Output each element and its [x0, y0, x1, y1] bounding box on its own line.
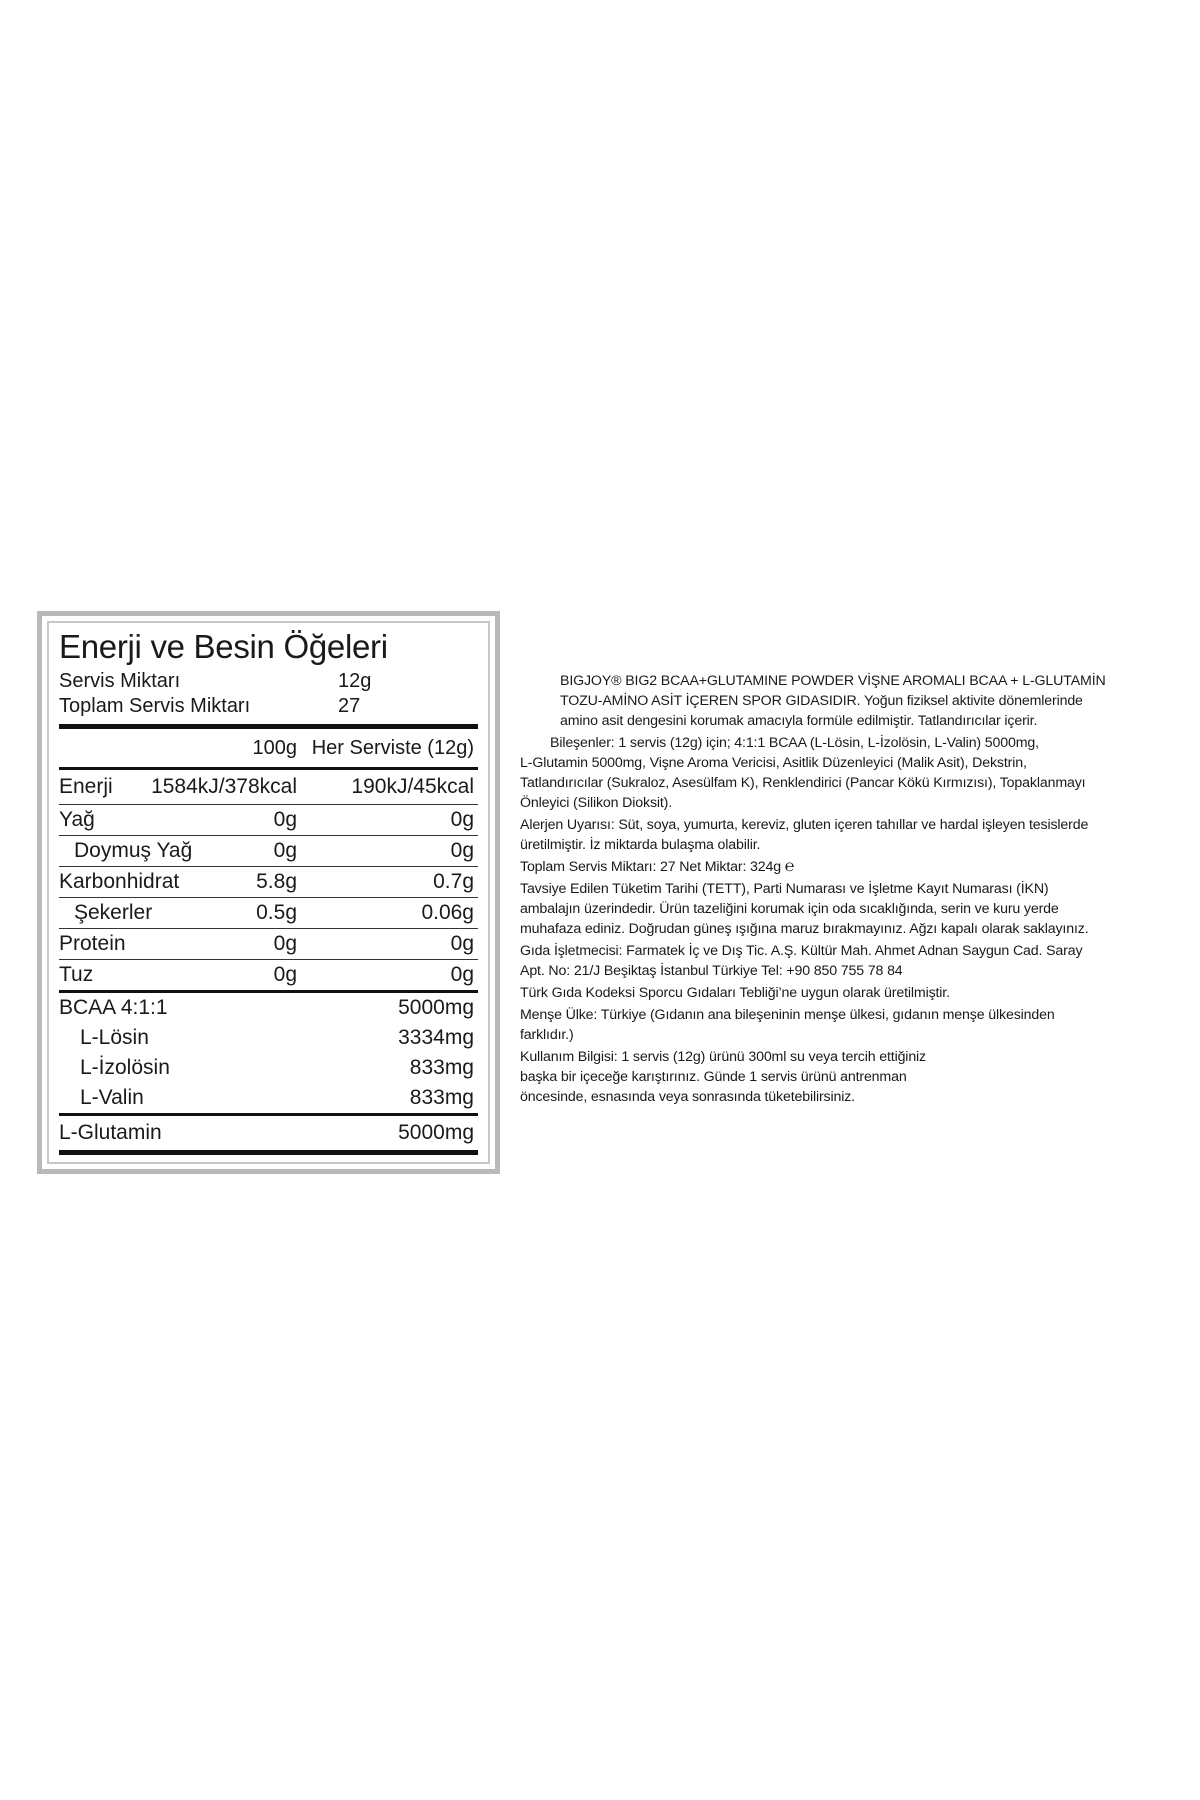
intro-line: amino asit dengesini korumak amacıyla formüle edilmiştir. Tatlandırıcılar içerir. [560, 713, 1038, 729]
nutrient-label: Yağ [59, 808, 95, 831]
ingredients-line: L-Glutamin 5000mg, Vişne Aroma Vericisi, Asitlik Düzenleyici (Malik Asit), Dekstrin, [520, 755, 1027, 771]
operator-line: Apt. No: 21/J Beşiktaş İstanbul Türkiye Tel: +90 850 755 78 84 [520, 963, 903, 979]
origin-line: farklıdır.) [520, 1027, 574, 1043]
total-servings-value: 27 [338, 695, 361, 717]
nutrient-per-100g: 5.8g [256, 870, 297, 893]
ingredients-line: Tatlandırıcılar (Sukraloz, Asesülfam K), Renklendirici (Pancar Kökü Kırmızısı), Topaklanmayı [520, 775, 1086, 791]
nutrient-per-100g: 0g [273, 963, 297, 986]
header-per-100g: 100g [252, 737, 297, 759]
product-description [520, 671, 1160, 1107]
amino-value: 3334mg [398, 1026, 474, 1049]
header-per-serving: Her Serviste (12g) [311, 737, 474, 759]
amino-row-valine [59, 1083, 478, 1113]
nutrient-per-100g: 0.5g [256, 901, 297, 924]
energy-row [59, 770, 478, 804]
nutrient-label: Tuz [59, 963, 94, 986]
nutrient-per-serving: 0.06g [421, 901, 474, 924]
serving-size-value: 12g [338, 670, 372, 692]
glutamine-row [59, 1116, 478, 1150]
serving-size-row [59, 669, 478, 694]
bcaa-row [59, 993, 478, 1023]
usage-line: öncesinde, esnasında veya sonrasında tüketebilirsiniz. [520, 1089, 855, 1105]
intro-line: TOZU-AMİNO ASİT İÇEREN SPOR GIDASIDIR. Yoğun fiziksel aktivite dönemlerinde [560, 693, 1083, 709]
origin-line: Menşe Ülke: Türkiye (Gıdanın ana bileşeninin menşe ülkesi, gıdanın menşe ülkesinden [520, 1007, 1055, 1023]
operator-line: Gıda İşletmecisi: Farmatek İç ve Dış Tic. A.Ş. Kültür Mah. Ahmet Adnan Saygun Cad. Saray [520, 943, 1083, 959]
tett-line: ambalajın üzerindedir. Ürün tazeliğini korumak için oda sıcaklığında, serin ve kuru yerde [520, 901, 1059, 917]
bcaa-label: BCAA 4:1:1 [59, 996, 168, 1019]
nutrient-per-serving: 0g [450, 808, 474, 831]
amino-value: 833mg [409, 1086, 474, 1109]
glutamine-value: 5000mg [398, 1121, 474, 1144]
codex-line: Türk Gıda Kodeksi Sporcu Gıdaları Tebliği’ne uygun olarak üretilmiştir. [520, 985, 950, 1001]
nutrient-label: Protein [59, 932, 126, 955]
net-quantity-text: Toplam Servis Miktarı: 27 Net Miktar: 324g [520, 859, 781, 875]
amino-row-isoleucine [59, 1053, 478, 1083]
amino-label: L-Lösin [80, 1026, 149, 1049]
serving-size-label: Servis Miktarı [59, 670, 181, 692]
amino-value: 833mg [409, 1056, 474, 1079]
divider [59, 1150, 478, 1155]
nutrient-row-salt [59, 960, 478, 990]
usage-line: Kullanım Bilgisi: 1 servis (12g) ürünü 300ml su veya tercih ettiğiniz [520, 1049, 926, 1065]
energy-per-serving: 190kJ/45kcal [351, 775, 474, 798]
nutrient-row-protein [59, 929, 478, 959]
intro-line: BIGJOY® BIG2 BCAA+GLUTAMINE POWDER VİŞNE AROMALI BCAA + L-GLUTAMİN [560, 673, 1106, 689]
estimated-sign-icon: ℮ [784, 858, 795, 875]
nutrition-table [59, 630, 478, 1155]
bcaa-value: 5000mg [398, 996, 474, 1019]
ingredients-line: Bileşenler: 1 servis (12g) için; 4:1:1 BCAA (L-Lösin, L-İzolösin, L-Valin) 5000mg, [550, 735, 1039, 751]
nutrient-per-serving: 0g [450, 963, 474, 986]
nutrient-row-carbohydrate [59, 867, 478, 897]
nutrient-label: Doymuş Yağ [74, 839, 193, 862]
nutrition-title: Enerji ve Besin Öğeleri [59, 628, 388, 665]
nutrient-row-fat [59, 805, 478, 835]
nutrient-row-sugars [59, 898, 478, 928]
energy-per-100g: 1584kJ/378kcal [151, 775, 297, 798]
allergen-line: üretilmiştir. İz miktarda bulaşma olabilir. [520, 837, 761, 853]
allergen-line: Alerjen Uyarısı: Süt, soya, yumurta, kereviz, gluten içeren tahıllar ve hardal işleyen tesislerde [520, 817, 1089, 833]
total-servings-row [59, 694, 478, 719]
amino-label: L-Valin [80, 1086, 144, 1109]
nutrient-per-serving: 0.7g [433, 870, 474, 893]
nutrient-per-serving: 0g [450, 839, 474, 862]
tett-line: muhafaza ediniz. Doğrudan güneş ışığına maruz bırakmayınız. Ağzı kapalı olarak saklayınız. [520, 921, 1089, 937]
amino-label: L-İzolösin [80, 1056, 170, 1079]
column-header-row [59, 729, 478, 767]
glutamine-label: L-Glutamin [59, 1121, 162, 1144]
energy-label: Enerji [59, 775, 113, 798]
nutrient-per-100g: 0g [273, 808, 297, 831]
nutrient-per-100g: 0g [273, 839, 297, 862]
nutrient-per-serving: 0g [450, 932, 474, 955]
total-servings-label: Toplam Servis Miktarı [59, 695, 251, 717]
tett-line: Tavsiye Edilen Tüketim Tarihi (TETT), Parti Numarası ve İşletme Kayıt Numarası (İKN) [520, 881, 1049, 897]
amino-row-leucine [59, 1023, 478, 1053]
nutrient-label: Şekerler [74, 901, 153, 924]
nutrient-row-saturated-fat [59, 836, 478, 866]
usage-line: başka bir içeceğe karıştırınız. Günde 1 servis ürünü antrenman [520, 1069, 907, 1085]
nutrient-per-100g: 0g [273, 932, 297, 955]
net-quantity-line [520, 857, 1160, 877]
ingredients-line: Önleyici (Silikon Dioksit). [520, 795, 673, 811]
nutrient-label: Karbonhidrat [59, 870, 180, 893]
nutrition-facts-panel [37, 611, 500, 1174]
